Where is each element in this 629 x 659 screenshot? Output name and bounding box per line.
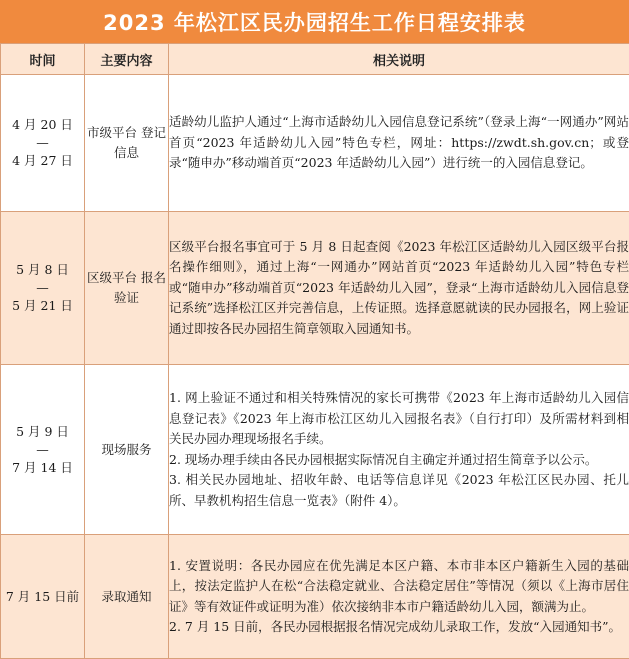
date-separator: — [1, 441, 84, 459]
content-cell [85, 212, 169, 365]
description-cell [169, 535, 629, 659]
date-separator: — [1, 279, 84, 297]
description-paragraph: 1. 安置说明：各民办园应在优先满足本区户籍、本市非本区户籍新生入园的基础上，按法定监护人在松“合法稳定就业、合法稳定居住”等情况（须以《上海市居住证》等有效证件或证明为准）依次接纳非本市户籍适龄幼儿入园，额满为止。 [169, 556, 629, 618]
description-cell [169, 75, 629, 212]
header-main-content: 主要内容 [85, 44, 169, 75]
date-cell [1, 212, 85, 365]
content-line: 现场服务 [101, 442, 151, 457]
header-time: 时间 [1, 44, 85, 75]
content-cell [85, 75, 169, 212]
description-cell [169, 365, 629, 535]
date-start: 4 月 20 日 [1, 116, 84, 134]
date-start: 7 月 15 日前 [1, 588, 84, 606]
content-cell [85, 365, 169, 535]
document-title: 2023 年松江区民办园招生工作日程安排表 [0, 0, 629, 43]
date-start: 5 月 9 日 [1, 423, 84, 441]
date-end: 7 月 14 日 [1, 459, 84, 477]
table-header-row [1, 44, 629, 75]
content-line: 报名验证 [114, 270, 166, 305]
description-paragraph: 3. 相关民办园地址、招收年龄、电话等信息详见《2023 年松江区民办园、托儿所、早教机构招生信息一览表》（附件 4）。 [169, 470, 629, 511]
date-start: 5 月 8 日 [1, 261, 84, 279]
content-line: 登记信息 [114, 125, 166, 160]
content-line: 录取通知 [101, 589, 151, 604]
table-row [1, 365, 629, 535]
description-paragraph: 2. 7 月 15 日前，各民办园根据报名情况完成幼儿录取工作，发放“入园通知书”。 [169, 617, 629, 638]
content-line: 市级平台 [87, 125, 137, 140]
date-end: 4 月 27 日 [1, 152, 84, 170]
date-end: 5 月 21 日 [1, 297, 84, 315]
description-cell [169, 212, 629, 365]
date-separator: — [1, 134, 84, 152]
schedule-table [0, 43, 629, 659]
content-cell [85, 535, 169, 659]
table-row [1, 212, 629, 365]
description-paragraph: 区级平台报名事宜可于 5 月 8 日起查阅《2023 年松江区适龄幼儿入园区级平台报名操作细则》，通过上海“一网通办”网站首页“2023 年适龄幼儿入园”特色专栏或“随申办”移动端首页“2023 年适龄幼儿入园”，登录“上海市适龄幼儿入园信息登记系统”选择松江区并完善信息，上传证照。选择意愿就读的民办园报名，网上验证通过即按各民办园招生简章领取入园通知书。 [169, 237, 629, 340]
date-cell [1, 75, 85, 212]
description-paragraph: 2. 现场办理手续由各民办园根据实际情况自主确定并通过招生简章予以公示。 [169, 450, 629, 471]
table-row [1, 75, 629, 212]
description-paragraph: 适龄幼儿监护人通过“上海市适龄幼儿入园信息登记系统”（登录上海“一网通办”网站首页“2023 年适龄幼儿入园”特色专栏，网址：https://zwdt.sh.gov.cn；或登录“随申办”移动端首页“2023 年适龄幼儿入园”）进行统一的入园信息登记。 [169, 112, 629, 174]
content-line: 区级平台 [87, 270, 137, 285]
date-cell [1, 535, 85, 659]
date-cell [1, 365, 85, 535]
header-description: 相关说明 [169, 44, 629, 75]
table-row [1, 535, 629, 659]
description-paragraph: 1. 网上验证不通过和相关特殊情况的家长可携带《2023 年上海市适龄幼儿入园信息登记表》《2023 年上海市松江区幼儿入园报名表》（自行打印）及所需材料到相关民办园办理现场报名手续。 [169, 388, 629, 450]
